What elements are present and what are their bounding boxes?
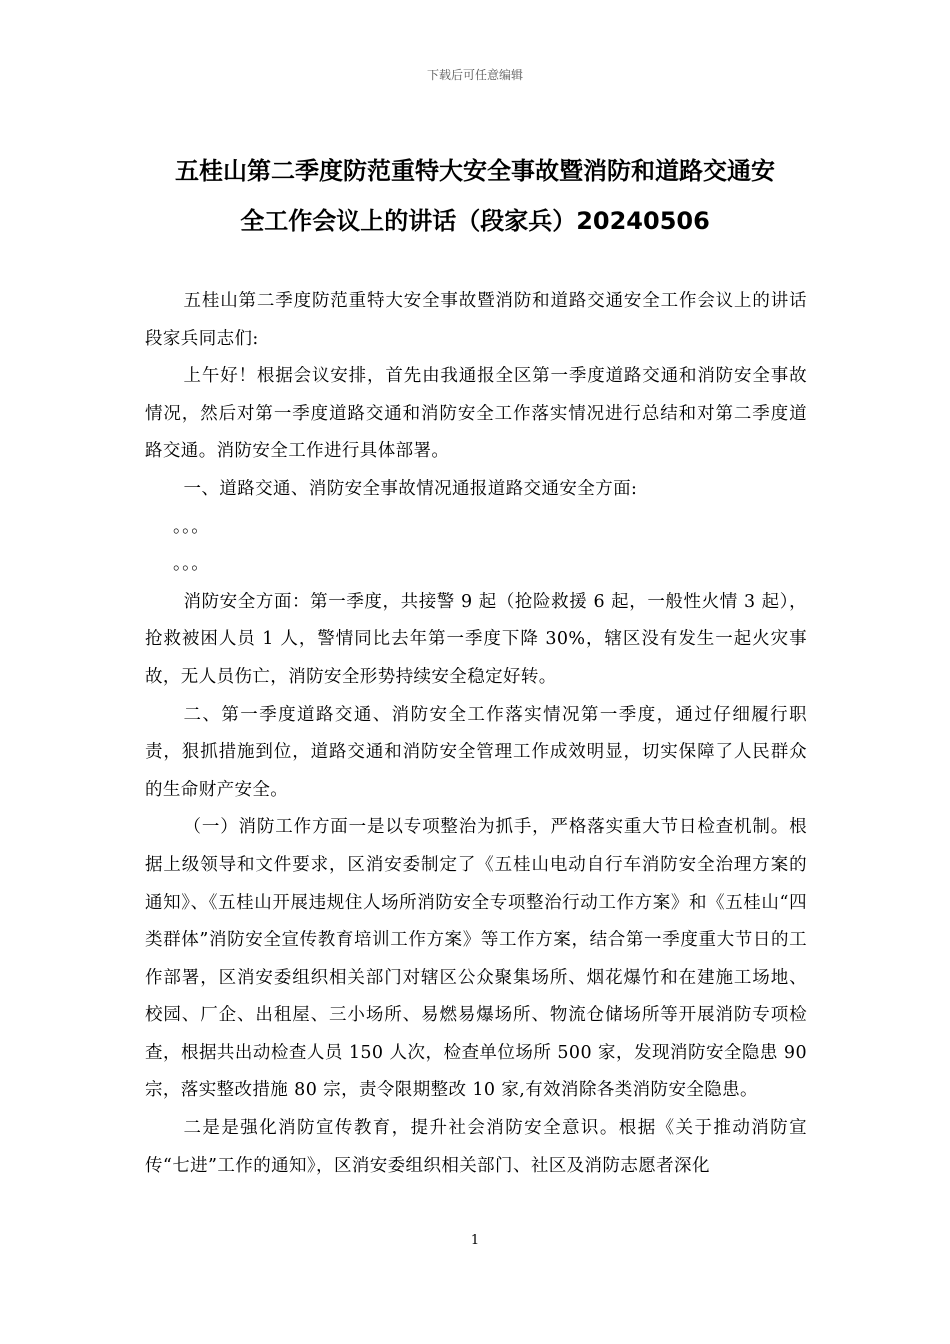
title-line-2: 全工作会议上的讲话（段家兵）20240506 — [240, 207, 710, 235]
paragraph-ellipsis-1: 。。。 — [173, 516, 210, 537]
document-body — [145, 283, 807, 1185]
page-number: 1 — [470, 1233, 480, 1248]
title-line-1: 五桂山第二季度防范重特大安全事故暨消防和道路交通安 — [175, 157, 775, 185]
paragraph-opening: 五桂山第二季度防范重特大安全事故暨消防和道路交通安全工作会议上的讲话段家兵同志们: — [145, 291, 807, 349]
paragraph-section-two-heading: 二、第一季度道路交通、消防安全工作落实情况第一季度，通过仔细履行职责，狠抓措施到位，道路交通和消防安全管理工作成效明显，切实保障了人民群众的生命财产安全。 — [145, 704, 807, 800]
paragraph-fire-safety: 消防安全方面：第一季度，共接警 9 起（抢险救援 6 起，一般性火情 3 起），抢救被困人员 1 人，警情同比去年第一季度下降 30%，辖区没有发生一起火灾事故，无人员伤亡，消防安全形势持续安全稳定好转。 — [145, 591, 807, 687]
header-note: 下载后可任意编辑 — [426, 68, 523, 82]
paragraph-ellipsis-2: 。。。 — [173, 554, 210, 575]
paragraph-greeting: 上午好！根据会议安排，首先由我通报全区第一季度道路交通和消防安全事故情况，然后对第一季度道路交通和消防安全工作落实情况进行总结和对第二季度道路交通。消防安全工作进行具体部署。 — [145, 366, 807, 462]
paragraph-fire-work: （一）消防工作方面一是以专项整治为抓手，严格落实重大节日检查机制。根据上级领导和文件要求，区消安委制定了《五桂山电动自行车消防安全治理方案的通知》、《五桂山开展违规住人场所消防安全专项整治行动工作方案》和《五桂山“四类群体”消防安全宣传教育培训工作方案》等工作方案，结合第一季度重大节日的工作部署，区消安委组织相关部门对辖区公众聚集场所、烟花爆竹和在建施工场地、校园、厂企、出租屋、三小场所、易燃易爆场所、物流仓储场所等开展消防专项检查，根据共出动检查人员 150 人次，检查单位场所 500 家，发现消防安全隐患 90 宗，落实整改措施 80 宗，责令限期整改 10 家,有效消除各类消防安全隐患。 — [145, 817, 807, 1101]
paragraph-section-one-heading: 一、道路交通、消防安全事故情况通报道路交通安全方面: — [183, 478, 638, 499]
paragraph-fire-education: 二是是强化消防宣传教育，提升社会消防安全意识。根据《关于推动消防宣传“七进”工作的通知》，区消安委组织相关部门、社区及消防志愿者深化 — [145, 1118, 807, 1176]
document-title — [145, 146, 805, 246]
